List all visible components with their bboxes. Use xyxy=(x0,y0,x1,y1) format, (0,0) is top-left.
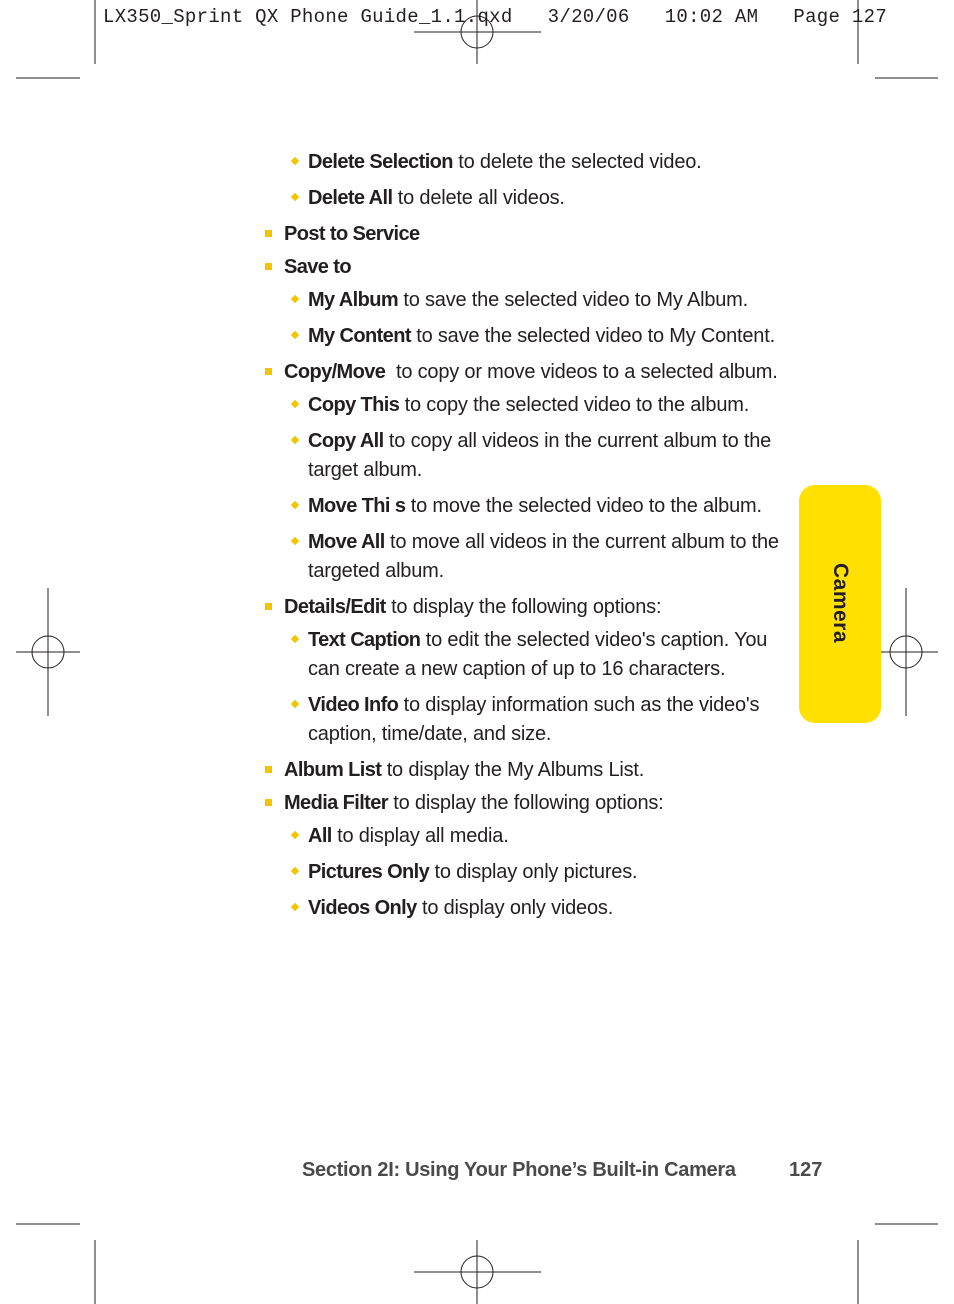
registration-mark-top xyxy=(414,0,541,64)
option-description: to copy all videos in the current album to the target album. xyxy=(308,430,777,481)
option-description: to display only pictures. xyxy=(429,861,638,883)
option-description: to delete all videos. xyxy=(392,187,565,209)
option-description: to save the selected video to My Content. xyxy=(410,325,775,347)
option-term: All xyxy=(308,825,332,847)
square-bullet-icon xyxy=(265,603,272,610)
square-bullet-icon xyxy=(265,230,272,237)
option-term: Album List xyxy=(284,759,382,781)
menu-options-list xyxy=(264,148,804,930)
sub-list-item xyxy=(264,528,804,586)
diamond-bullet-icon xyxy=(291,295,299,303)
option-description: to display the My Albums List. xyxy=(381,759,645,781)
sub-list-item xyxy=(264,322,804,351)
option-term: Copy This xyxy=(308,394,400,416)
option-description: to copy the selected video to the album. xyxy=(399,394,750,416)
option-term: My Content xyxy=(308,325,411,347)
sub-list-item xyxy=(264,286,804,315)
option-description: to move the selected video to the album. xyxy=(405,495,762,517)
option-term: Media Filter xyxy=(284,792,388,814)
diamond-bullet-icon xyxy=(291,831,299,839)
diamond-bullet-icon xyxy=(291,157,299,165)
option-description: to display the following options: xyxy=(387,792,664,814)
sub-list-item xyxy=(264,822,804,851)
option-term: Move All xyxy=(308,531,385,553)
option-term: Details/Edit xyxy=(284,596,386,618)
option-description: to edit the selected video's caption. You can create a new caption of up to 16 characters. xyxy=(308,629,773,680)
registration-mark-right xyxy=(874,588,938,716)
list-item xyxy=(264,789,804,818)
diamond-bullet-icon xyxy=(291,501,299,509)
diamond-bullet-icon xyxy=(291,193,299,201)
option-description: to move all videos in the current album to the targeted album. xyxy=(308,531,785,582)
print-slug: LX350_Sprint QX Phone Guide_1.1.qxd 3/20/06 10:02 AM Page 127 xyxy=(103,6,888,28)
option-term: Pictures Only xyxy=(308,861,430,883)
list-item xyxy=(264,358,804,387)
diamond-bullet-icon xyxy=(291,635,299,643)
list-item xyxy=(264,253,804,282)
option-description: to display information such as the video's caption, time/date, and size. xyxy=(308,694,765,745)
diamond-bullet-icon xyxy=(291,867,299,875)
page-number: 127 xyxy=(789,1159,823,1181)
option-description: to display only videos. xyxy=(416,897,614,919)
registration-mark-bottom xyxy=(414,1240,541,1304)
square-bullet-icon xyxy=(265,368,272,375)
list-item xyxy=(264,756,804,785)
option-term: My Album xyxy=(308,289,399,311)
diamond-bullet-icon xyxy=(291,400,299,408)
square-bullet-icon xyxy=(265,799,272,806)
option-term: Delete All xyxy=(308,187,393,209)
sub-list-item xyxy=(264,858,804,887)
option-term: Text Caption xyxy=(308,629,421,651)
diamond-bullet-icon xyxy=(291,331,299,339)
option-term: Copy/Move xyxy=(284,361,386,383)
option-description: to display all media. xyxy=(331,825,509,847)
option-description: to display the following options: xyxy=(385,596,662,618)
sub-list-item xyxy=(264,184,804,213)
option-term: Move Thi s xyxy=(308,495,406,517)
diamond-bullet-icon xyxy=(291,903,299,911)
option-term: Post to Service xyxy=(284,223,420,245)
option-term: Copy All xyxy=(308,430,384,452)
section-tab-label: Camera xyxy=(829,562,852,644)
sub-list-item xyxy=(264,691,804,749)
option-description: to save the selected video to My Album. xyxy=(398,289,748,311)
sub-list-item xyxy=(264,626,804,684)
option-term: Videos Only xyxy=(308,897,417,919)
sub-list-item xyxy=(264,492,804,521)
diamond-bullet-icon xyxy=(291,700,299,708)
sub-list-item xyxy=(264,148,804,177)
registration-mark-left xyxy=(16,588,80,716)
option-term: Delete Selection xyxy=(308,151,453,173)
sub-list-item xyxy=(264,391,804,420)
list-item xyxy=(264,593,804,622)
diamond-bullet-icon xyxy=(291,537,299,545)
option-description: to delete the selected video. xyxy=(452,151,702,173)
option-term: Video Info xyxy=(308,694,399,716)
option-description: to copy or move videos to a selected album. xyxy=(385,361,778,383)
diamond-bullet-icon xyxy=(291,436,299,444)
option-term: Save to xyxy=(284,256,351,278)
footer-section-title: Section 2I: Using Your Phone’s Built-in Camera xyxy=(302,1159,736,1181)
square-bullet-icon xyxy=(265,766,272,773)
sub-list-item xyxy=(264,427,804,485)
sub-list-item xyxy=(264,894,804,923)
list-item xyxy=(264,220,804,249)
square-bullet-icon xyxy=(265,263,272,270)
section-tab xyxy=(799,485,881,723)
